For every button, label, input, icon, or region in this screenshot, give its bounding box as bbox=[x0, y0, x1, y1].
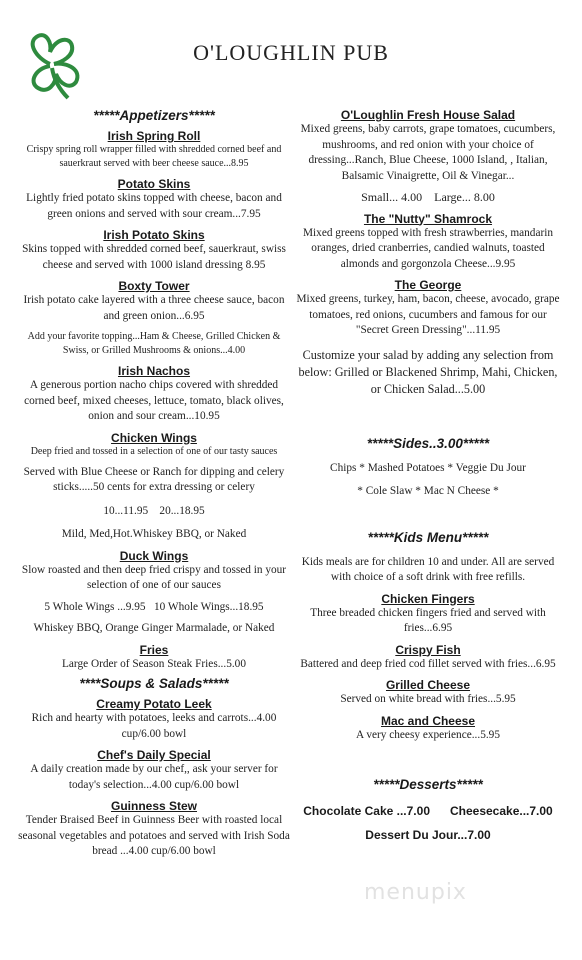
nutty-shamrock-desc: Mixed greens topped with fresh strawberries, mandarin oranges, dried cranberries, candied walnuts, toasted almonds and gorgonzola Cheese...9.95 bbox=[302, 226, 554, 270]
chicken-wings-served: Served with Blue Cheese or Ranch for dipping and celery sticks.....50 cents for extra dressing or celery bbox=[23, 465, 285, 493]
boxty-tower-name: Boxty Tower bbox=[118, 279, 190, 293]
chicken-wings-prices: 10...11.95 20...18.95 bbox=[103, 504, 205, 517]
fries-name: Fries bbox=[139, 642, 169, 657]
potato-skins-desc: Lightly fried potato skins topped with cheese, bacon and green onions and served with sour cream...7.95 bbox=[26, 192, 282, 220]
creamy-potato-leek-name: Creamy Potato Leek bbox=[96, 697, 212, 711]
right-column bbox=[292, 108, 564, 842]
customize-note: Customize your salad by adding any selection from below: Grilled or Blackened Shrimp, Mahi, Chicken, or Chicken Salad...5.00 bbox=[298, 347, 558, 396]
chicken-fingers-desc: Three breaded chicken fingers fried and served with fries...6.95 bbox=[310, 606, 546, 634]
crispy-fish-name: Crispy Fish bbox=[395, 642, 461, 657]
the-george-name: The George bbox=[394, 278, 462, 292]
irish-nachos-desc: A generous portion nacho chips covered with shredded corned beef, mixed cheeses, lettuce, tomato, black olives, onion and sour cream...10.95 bbox=[24, 379, 284, 422]
guinness-stew-name: Guinness Stew bbox=[110, 799, 198, 813]
house-salad-name: O'Loughlin Fresh House Salad bbox=[340, 108, 516, 122]
fries-desc: Large Order of Season Steak Fries...5.00 bbox=[62, 657, 246, 670]
irish-potato-skins-desc: Skins topped with shredded corned beef, sauerkraut, swiss cheese and served with 1000 island dressing 8.95 bbox=[22, 243, 286, 271]
potato-skins-name: Potato Skins bbox=[117, 177, 191, 191]
sides-line-2: * Cole Slaw * Mac N Cheese * bbox=[357, 485, 499, 497]
house-salad-desc: Mixed greens, baby carrots, grape tomatoes, cucumbers, mushrooms, and red onion with your choice of dressing...Ranch, Blue Cheese, 1000 Island, , Italian, Balsamic Vinaigrette, Oil & Vinegar... bbox=[300, 123, 556, 182]
crispy-fish-desc: Battered and deep fried cod fillet served with fries...6.95 bbox=[300, 657, 556, 670]
desserts-line-2: Dessert Du Jour...7.00 bbox=[365, 828, 491, 842]
irish-spring-roll-name: Irish Spring Roll bbox=[107, 129, 201, 143]
chicken-wings-desc: Deep fried and tossed in a selection of one of our tasty sauces bbox=[30, 445, 278, 457]
irish-nachos-name: Irish Nachos bbox=[117, 364, 191, 378]
duck-wings-prices: 5 Whole Wings ...9.95 10 Whole Wings...18.95 bbox=[44, 600, 264, 613]
chefs-special-name: Chef's Daily Special bbox=[97, 748, 211, 762]
watermark-text: menupix bbox=[364, 880, 467, 905]
house-salad-prices: Small... 4.00 Large... 8.00 bbox=[361, 190, 495, 204]
boxty-tower-desc: Irish potato cake layered with a three cheese sauce, bacon and green onion...6.95 bbox=[23, 294, 285, 322]
soups-salads-heading: ****Soups & Salads***** bbox=[79, 676, 229, 691]
chicken-fingers-name: Chicken Fingers bbox=[381, 591, 475, 606]
appetizers-heading: *****Appetizers***** bbox=[93, 108, 215, 123]
boxty-tower-addon: Add your favorite topping...Ham & Cheese, Grilled Chicken & Swiss, or Grilled Mushrooms & onions...4.00 bbox=[27, 331, 281, 356]
duck-wings-desc: Slow roasted and then deep fried crispy and tossed in your selection of one of our sauces bbox=[21, 563, 287, 591]
creamy-potato-leek-desc: Rich and hearty with potatoes, leeks and carrots...4.00 cup/6.00 bowl bbox=[31, 712, 277, 740]
nutty-shamrock-name: The "Nutty" Shamrock bbox=[363, 211, 493, 226]
guinness-stew-desc: Tender Braised Beef in Guinness Beer with roasted local seasonal vegetables and potatoes and served with Irish Soda bread ...4.00 cup/6.00 bowl bbox=[18, 814, 290, 857]
chicken-wings-sauces: Mild, Med,Hot.Whiskey BBQ, or Naked bbox=[61, 528, 247, 540]
desserts-line-1: Chocolate Cake ...7.00 Cheesecake...7.00 bbox=[303, 804, 553, 818]
irish-spring-roll-desc: Crispy spring roll wrapper filled with shredded corned beef and sauerkraut served with beer cheese sauce...8.95 bbox=[26, 144, 282, 169]
mac-cheese-name: Mac and Cheese bbox=[380, 713, 476, 728]
grilled-cheese-name: Grilled Cheese bbox=[385, 678, 471, 692]
sides-line-1: Chips * Mashed Potatoes * Veggie Du Jour bbox=[330, 461, 526, 474]
the-george-desc: Mixed greens, turkey, ham, bacon, cheese, avocado, grape tomatoes, red onions, cucumbers and famous for our "Secret Green Dressing"...11.95 bbox=[296, 293, 560, 336]
page-title: O'LOUGHLIN PUB bbox=[193, 40, 389, 65]
desserts-heading: *****Desserts***** bbox=[373, 777, 483, 792]
sides-heading: *****Sides..3.00***** bbox=[366, 435, 490, 451]
duck-wings-sauces: Whiskey BBQ, Orange Ginger Marmalade, or Naked bbox=[33, 622, 275, 634]
grilled-cheese-desc: Served on white bread with fries...5.95 bbox=[340, 693, 516, 705]
kids-menu-heading: *****Kids Menu***** bbox=[367, 529, 489, 545]
irish-potato-skins-name: Irish Potato Skins bbox=[103, 228, 205, 242]
duck-wings-name: Duck Wings bbox=[119, 548, 189, 563]
kids-intro: Kids meals are for children 10 and under. All are served with choice of a soft drink with free refills. bbox=[301, 555, 555, 583]
chefs-special-desc: A daily creation made by our chef,, ask your server for today's selection...4.00 cup/6.00 bowl bbox=[30, 763, 278, 791]
left-column bbox=[18, 108, 290, 860]
chicken-wings-name: Chicken Wings bbox=[111, 430, 197, 445]
mac-cheese-desc: A very cheesy experience...5.95 bbox=[356, 728, 500, 741]
